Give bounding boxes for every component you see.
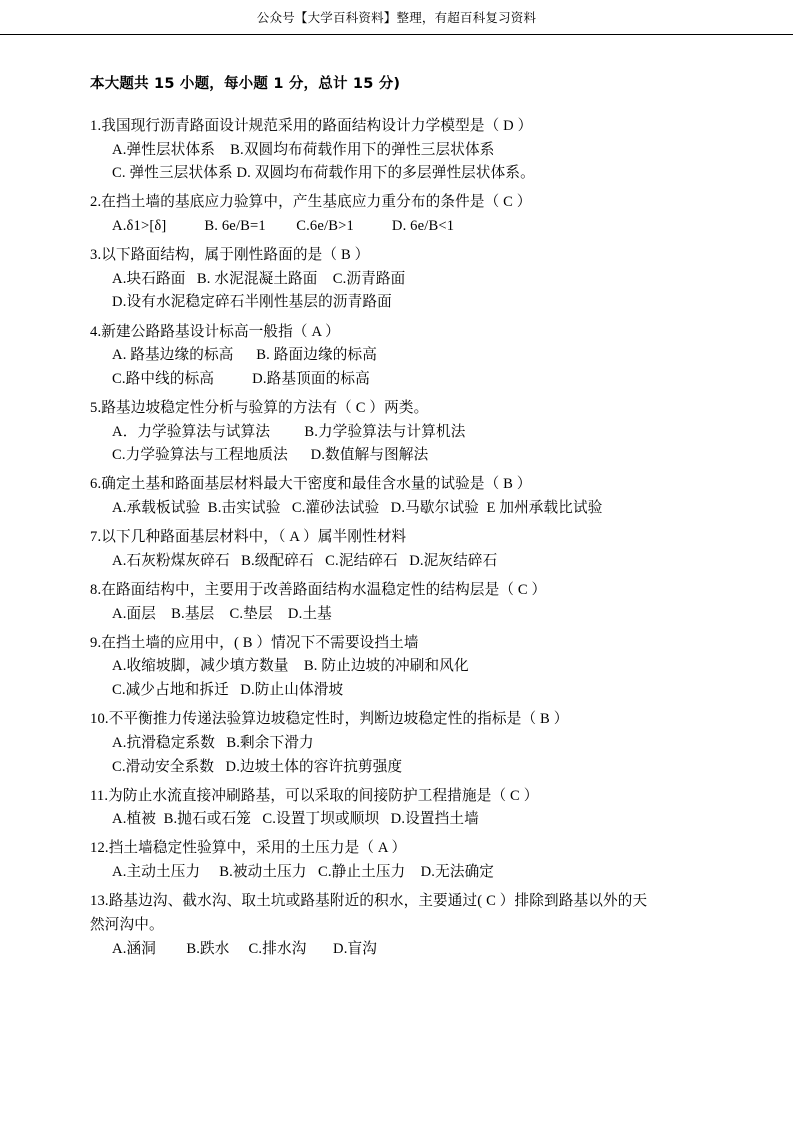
page-header: [0, 0, 793, 35]
question-item: [90, 708, 711, 779]
question-stem: 11.为防止水流直接冲刷路基，可以采取的间接防护工程措施是（ C ）: [90, 787, 539, 804]
question-options-line: C.减少占地和拆迁 D.防止山体滑坡: [112, 682, 344, 699]
question-stem: 4.新建公路路基设计标高一般指（ A ）: [90, 323, 340, 340]
question-stem: 7.以下几种路面基层材料中，（ A ）属半刚性材料: [90, 529, 407, 546]
question-options-line: A.主动土压力 B.被动土压力 C.静止土压力 D.无法确定: [112, 864, 495, 881]
question-item: [90, 579, 711, 626]
question-item: [90, 837, 711, 884]
question-item: [90, 473, 711, 520]
question-options-line: A. 路基边缘的标高 B. 路面边缘的标高: [112, 347, 377, 364]
question-stem: 9.在挡土墙的应用中，( B ）情况下不需要设挡土墙: [90, 634, 419, 651]
question-item: [90, 632, 711, 703]
question-item: [90, 115, 711, 186]
question-options-line: A.涵洞 B.跌水 C.排水沟 D.盲沟: [112, 940, 378, 957]
page-title: 本大题共 15 小题，每小题 1 分，总计 15 分): [90, 76, 401, 92]
question-options-line: C. 弹性三层状体系 D. 双圆均布荷载作用下的多层弹性层状体系。: [112, 165, 535, 182]
question-options-line: A.植被 B.抛石或石笼 C.设置丁坝或顺坝 D.设置挡土墙: [112, 811, 479, 828]
question-options-line: A.承载板试验 B.击实试验 C.灌砂法试验 D.马歇尔试验 E 加州承载比试验: [112, 500, 603, 517]
question-item: [90, 321, 711, 392]
question-options-line: D.设有水泥稳定碎石半刚性基层的沥青路面: [112, 294, 392, 311]
question-options-line: C.路中线的标高 D.路基顶面的标高: [112, 370, 370, 387]
question-item: [90, 397, 711, 468]
question-options-line: A.块石路面 B. 水泥混凝土路面 C.沥青路面: [112, 270, 406, 287]
question-options-line: C.滑动安全系数 D.边坡土体的容许抗剪强度: [112, 758, 403, 775]
question-options-line: A．力学验算法与试算法 B.力学验算法与计算机法: [112, 423, 466, 440]
question-options-line: A.δ1>[δ] B. 6e/B=1 C.6e/B>1 D. 6e/B<1: [112, 218, 455, 235]
question-stem: 3.以下路面结构，属于刚性路面的是（ B ）: [90, 247, 370, 264]
question-item: [90, 785, 711, 832]
question-item: [90, 191, 711, 238]
question-stem: 6.确定土基和路面基层材料最大干密度和最佳含水量的试验是（ B ）: [90, 476, 532, 493]
question-options-line: A.抗滑稳定系数 B.剩余下滑力: [112, 734, 314, 751]
question-stem: 10.不平衡推力传递法验算边坡稳定性时，判断边坡稳定性的指标是（ B ）: [90, 711, 569, 728]
question-stem: 8.在路面结构中，主要用于改善路面结构水温稳定性的结构层是（ C ）: [90, 582, 547, 599]
question-options-line: A.收缩坡脚，减少填方数量 B. 防止边坡的冲刷和风化: [112, 658, 469, 675]
question-item: [90, 890, 711, 961]
question-stem: 2.在挡土墙的基底应力验算中，产生基底应力重分布的条件是（ C ）: [90, 194, 532, 211]
question-stem-continuation: 然河沟中。: [90, 916, 164, 933]
question-stem: 1.我国现行沥青路面设计规范采用的路面结构设计力学模型是（ D ）: [90, 118, 533, 134]
question-item: [90, 244, 711, 315]
header-text: 公众号【大学百科资料】整理，有超百科复习资料: [256, 10, 537, 25]
question-options-line: A.面层 B.基层 C.垫层 D.土基: [112, 605, 332, 622]
document-content: [0, 34, 793, 1122]
question-stem: 12.挡土墙稳定性验算中，采用的土压力是（ A ）: [90, 840, 407, 857]
question-options-line: A.弹性层状体系 B.双圆均布荷载作用下的弹性三层状体系: [112, 141, 495, 158]
question-options-line: C.力学验算法与工程地质法 D.数值解与图解法: [112, 447, 429, 464]
question-stem: 13.路基边沟、截水沟、取土坑或路基附近的积水，主要通过( C ）排除到路基以外的天: [90, 893, 648, 910]
question-stem: 5.路基边坡稳定性分析与验算的方法有（ C ）两类。: [90, 400, 429, 417]
question-options-line: A.石灰粉煤灰碎石 B.级配碎石 C.泥结碎石 D.泥灰结碎石: [112, 552, 498, 569]
question-item: [90, 526, 711, 573]
